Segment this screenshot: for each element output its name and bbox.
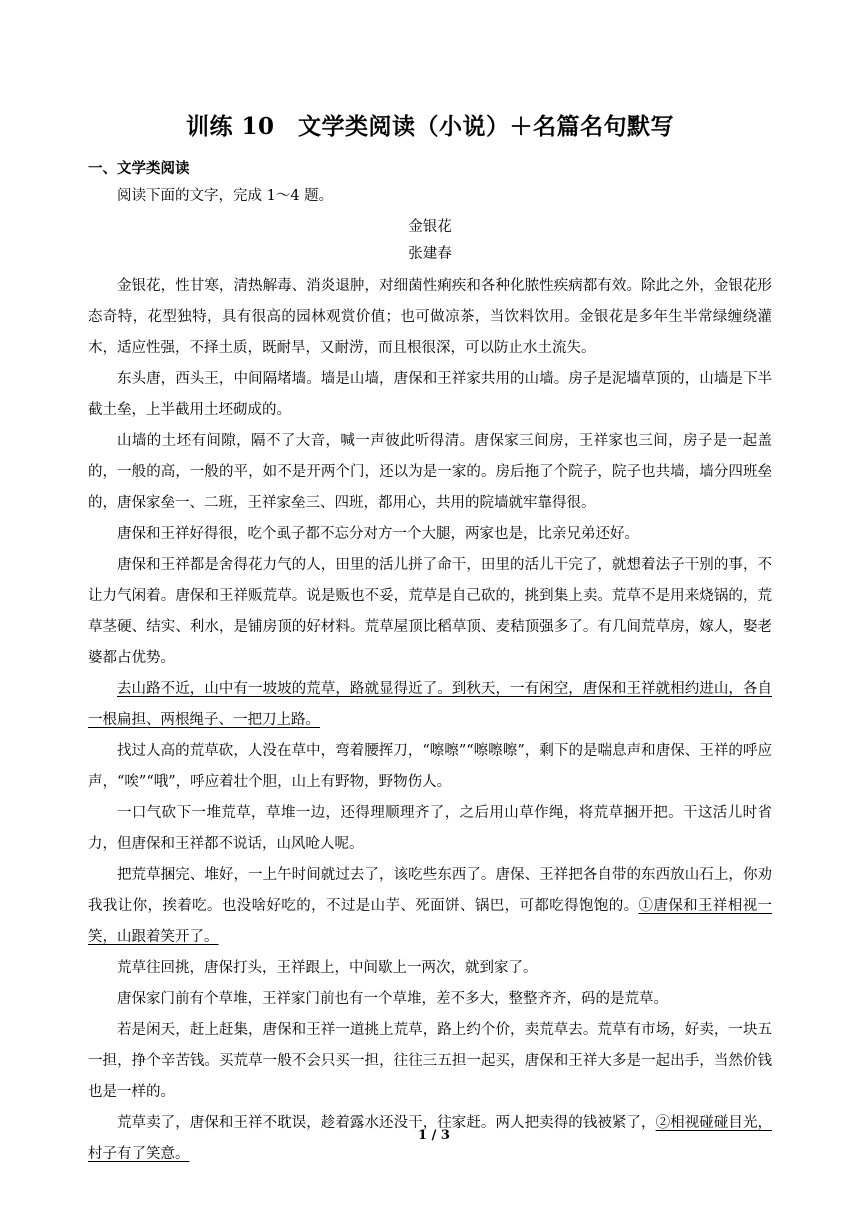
paragraph-4: 唐保和王祥好得很，吃个虱子都不忘分对方一个大腿，两家也是，比亲兄弟还好。 <box>117 526 639 542</box>
page-title: 训练 10 文学类阅读（小说）＋名篇名句默写 <box>185 113 674 140</box>
paragraph-8: 一口气砍下一堆荒草，草堆一边，还得理顺理齐了，之后用山草作绳，将荒草捆开把。干这活儿时省力，但唐保和王祥都不说话，山风呛人呢。 <box>88 805 772 852</box>
document-body <box>88 108 772 1170</box>
paragraph-3: 山墙的土坯有间隙，隔不了大音，喊一声彼此听得清。唐保家三间房，王祥家也三间，房子是一起盖的，一般的高，一般的平，如不是开两个门，还以为是一家的。房后拖了个院子，院子也共墙，墙分四班垒的，唐保家垒一、二班，王祥家垒三、四班，都用心，共用的院墙就牢靠得很。 <box>88 433 772 511</box>
paragraph-1: 金银花，性甘寒，清热解毒、消炎退肿，对细菌性痢疾和各种化脓性疾病都有效。除此之外，金银花形态奇特，花型独特，具有很高的园林观赏价值；也可做凉茶，当饮料饮用。金银花是多年生半常绿缠绕灌木，适应性强，不择土质，既耐旱，又耐涝，而且根很深，可以防止水土流失。 <box>88 278 772 356</box>
paragraph-7: 找过人高的荒草砍，人没在草中，弯着腰挥刀，“嚓嚓”“嚓嚓嚓”，剩下的是喘息声和唐保、王祥的呼应声，“唉”“哦”，呼应着壮个胆，山上有野物，野物伤人。 <box>88 743 772 790</box>
instruction: 阅读下面的文字，完成 1～4 题。 <box>117 188 334 204</box>
paragraph-10: 荒草往回挑，唐保打头，王祥跟上，中间歇上一两次，就到家了。 <box>117 960 538 976</box>
section-heading: 一、文学类阅读 <box>88 161 190 177</box>
story-title: 金银花 <box>408 219 452 235</box>
author: 张建春 <box>408 246 452 262</box>
paragraph-5: 唐保和王祥都是舍得花力气的人，田里的活儿拼了命干，田里的活儿干完了，就想着法子干别的事，不让力气闲着。唐保和王祥贩荒草。说是贩也不妥，荒草是自己砍的，挑到集上卖。荒草不是用来烧锅的，荒草茎硬、结实、利水，是铺房顶的好材料。荒草屋顶比稻草顶、麦秸顶强多了。有几间荒草房，嫁人，娶老婆都占优势。 <box>88 557 772 666</box>
paragraph-12: 若是闲天，赶上赶集，唐保和王祥一道挑上荒草，路上约个价，卖荒草去。荒草有市场，好卖，一块五一担，挣个辛苦钱。买荒草一般不会只买一担，往往三五担一起买，唐保和王祥大多是一起出手，当然价钱也是一样的。 <box>88 1022 772 1100</box>
marked-sentence-1: ①唐保和王祥相视一笑，山跟着笑开了。 <box>88 898 773 945</box>
paragraph-9 <box>88 860 772 953</box>
page-number: 1 / 3 <box>418 1128 450 1143</box>
paragraph-2: 东头唐，西头王，中间隔堵墙。墙是山墙，唐保和王祥家共用的山墙。房子是泥墙草顶的，山墙是下半截土垒，上半截用土坯砌成的。 <box>88 371 772 418</box>
paragraph-11: 唐保家门前有个草堆，王祥家门前也有一个草堆，差不多大，整整齐齐，码的是荒草。 <box>117 991 668 1007</box>
paragraph-13-text: 荒草卖了，唐保和王祥不耽误，趁着露水还没干，往家赶。两人把卖得的钱被紧了， <box>117 1115 656 1131</box>
paragraph-6-underlined: 去山路不近，山中有一坡坡的荒草，路就显得近了。到秋天，一有闲空，唐保和王祥就相约进山，各自一根扁担、两根绳子、一把刀上路。 <box>88 681 772 728</box>
paragraph-9-text: 把荒草捆完、堆好，一上午时间就过去了，该吃些东西了。唐保、王祥把各自带的东西放山石上，你劝我我让你，挨着吃。也没啥好吃的，不过是山芋、死面饼、锅巴，可都吃得饱饱的。 <box>88 867 772 914</box>
marked-sentence-2: ②相视碰碰目光，村子有了笑意。 <box>88 1115 773 1162</box>
